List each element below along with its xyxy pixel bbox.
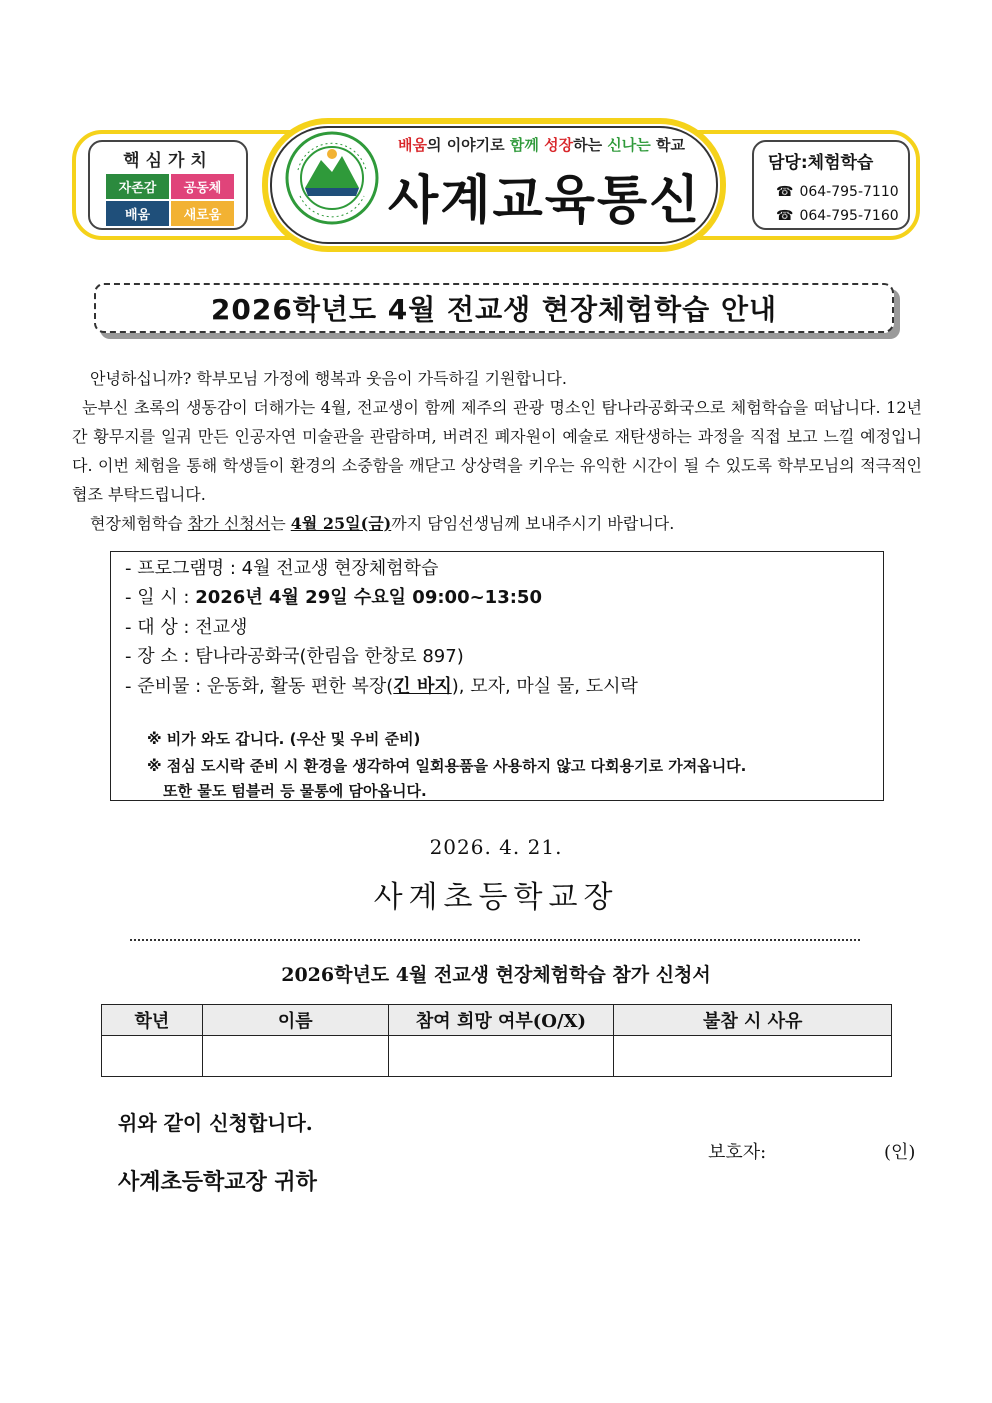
cut-line xyxy=(130,939,860,941)
issue-date: 2026. 4. 21. xyxy=(429,835,563,859)
core-values-title: 핵심가치 xyxy=(123,151,213,171)
document-title: 2026학년도 4월 전교생 현장체험학습 안내 xyxy=(94,283,894,333)
info-note-rain: ※ 비가 와도 갑니다. (우산 및 우비 준비) xyxy=(147,730,421,748)
request-text: 현장체험학습 참가 신청서는 4월 25일(금)까지 담임선생님께 보내주시기 바랍니다. xyxy=(90,514,675,533)
application-title: 2026학년도 4월 전교생 현장체험학습 참가 신청서 xyxy=(281,964,711,986)
apply-statement: 위와 같이 신청합니다. xyxy=(118,1111,313,1135)
column-header-grade: 학년 xyxy=(102,1005,203,1036)
deadline-text: 4월 25일(금) xyxy=(290,514,392,533)
info-note-tumbler: 또한 물도 텀블러 등 물통에 담아옵니다. xyxy=(163,782,427,800)
info-note-lunch: ※ 점심 도시락 준비 시 환경을 생각하여 일회용품을 사용하지 않고 다회용기로 가져옵니다. xyxy=(147,757,747,775)
core-values-box xyxy=(88,140,248,230)
contact-phone-2: ☎ 064-795-7160 xyxy=(776,208,899,224)
core-value-novelty: 새로움 xyxy=(171,201,234,226)
core-value-learning: 배움 xyxy=(106,201,169,226)
name-cell[interactable] xyxy=(202,1036,388,1077)
table-row xyxy=(102,1036,892,1077)
contact-phone-1: ☎ 064-795-7110 xyxy=(776,184,899,200)
column-header-name: 이름 xyxy=(202,1005,388,1036)
principal-signature: 사계초등학교장 xyxy=(373,880,619,915)
info-target: - 대 상 : 전교생 xyxy=(125,617,248,638)
info-supplies: - 준비물 : 운동화, 활동 편한 복장(긴 바지), 모자, 마실 물, 도시락 xyxy=(125,676,638,697)
school-logo-icon xyxy=(284,130,380,226)
core-values-grid xyxy=(106,174,234,226)
absence-reason-cell[interactable] xyxy=(614,1036,892,1077)
column-header-absence-reason: 불참 시 사유 xyxy=(614,1005,892,1036)
phone-icon: ☎ xyxy=(776,208,794,224)
contact-title: 담당:체험학습 xyxy=(768,153,874,173)
info-program: - 프로그램명 : 4월 전교생 현장체험학습 xyxy=(125,558,439,579)
application-table xyxy=(101,1004,892,1077)
info-place: - 장 소 : 탐나라공화국(한림읍 한창로 897) xyxy=(125,646,464,667)
phone-icon: ☎ xyxy=(776,184,794,200)
table-header-row xyxy=(102,1005,892,1036)
participation-cell[interactable] xyxy=(388,1036,614,1077)
school-slogan: 배움의 이야기로 함께 성장하는 신나는 학교 xyxy=(398,136,685,154)
info-datetime: - 일 시 : 2026년 4월 29일 수요일 09:00~13:50 xyxy=(125,587,542,608)
core-value-community: 공동체 xyxy=(171,174,234,199)
newsletter-masthead: 사계교육통신 xyxy=(388,171,702,231)
grade-cell[interactable] xyxy=(102,1036,203,1077)
form-name-link-text: 참가 신청서 xyxy=(187,514,271,533)
greeting-text: 안녕하십니까? 학부모님 가정에 행복과 웃음이 가득하길 기원합니다. xyxy=(90,369,567,388)
seal-label: (인) xyxy=(884,1142,916,1163)
core-value-self-esteem: 자존감 xyxy=(106,174,169,199)
column-header-participation: 참여 희망 여부(O/X) xyxy=(388,1005,614,1036)
guardian-label: 보호자: xyxy=(708,1142,767,1163)
program-info-box xyxy=(110,551,884,801)
intro-paragraph: 눈부신 초록의 생동감이 더해가는 4월, 전교생이 함께 제주의 관광 명소인 탐나라공화국으로 체험학습을 떠납니다. 12년간 황무지를 일궈 만든 인공자연 미술관을 관람하며, 버려진 폐자원이 예술로 재탄생하는 과정을 직접 보고 느낄 예정입니다. 이번 체험을 통해 학생들이 환경의 소중함을 깨닫고 상상력을 키우는 유익한 시간이 될 수 있도록 학부모님의 적극적인 협조 부탁드립니다. xyxy=(72,398,922,504)
contact-box xyxy=(752,140,910,230)
addressee: 사계초등학교장 귀하 xyxy=(118,1169,317,1195)
